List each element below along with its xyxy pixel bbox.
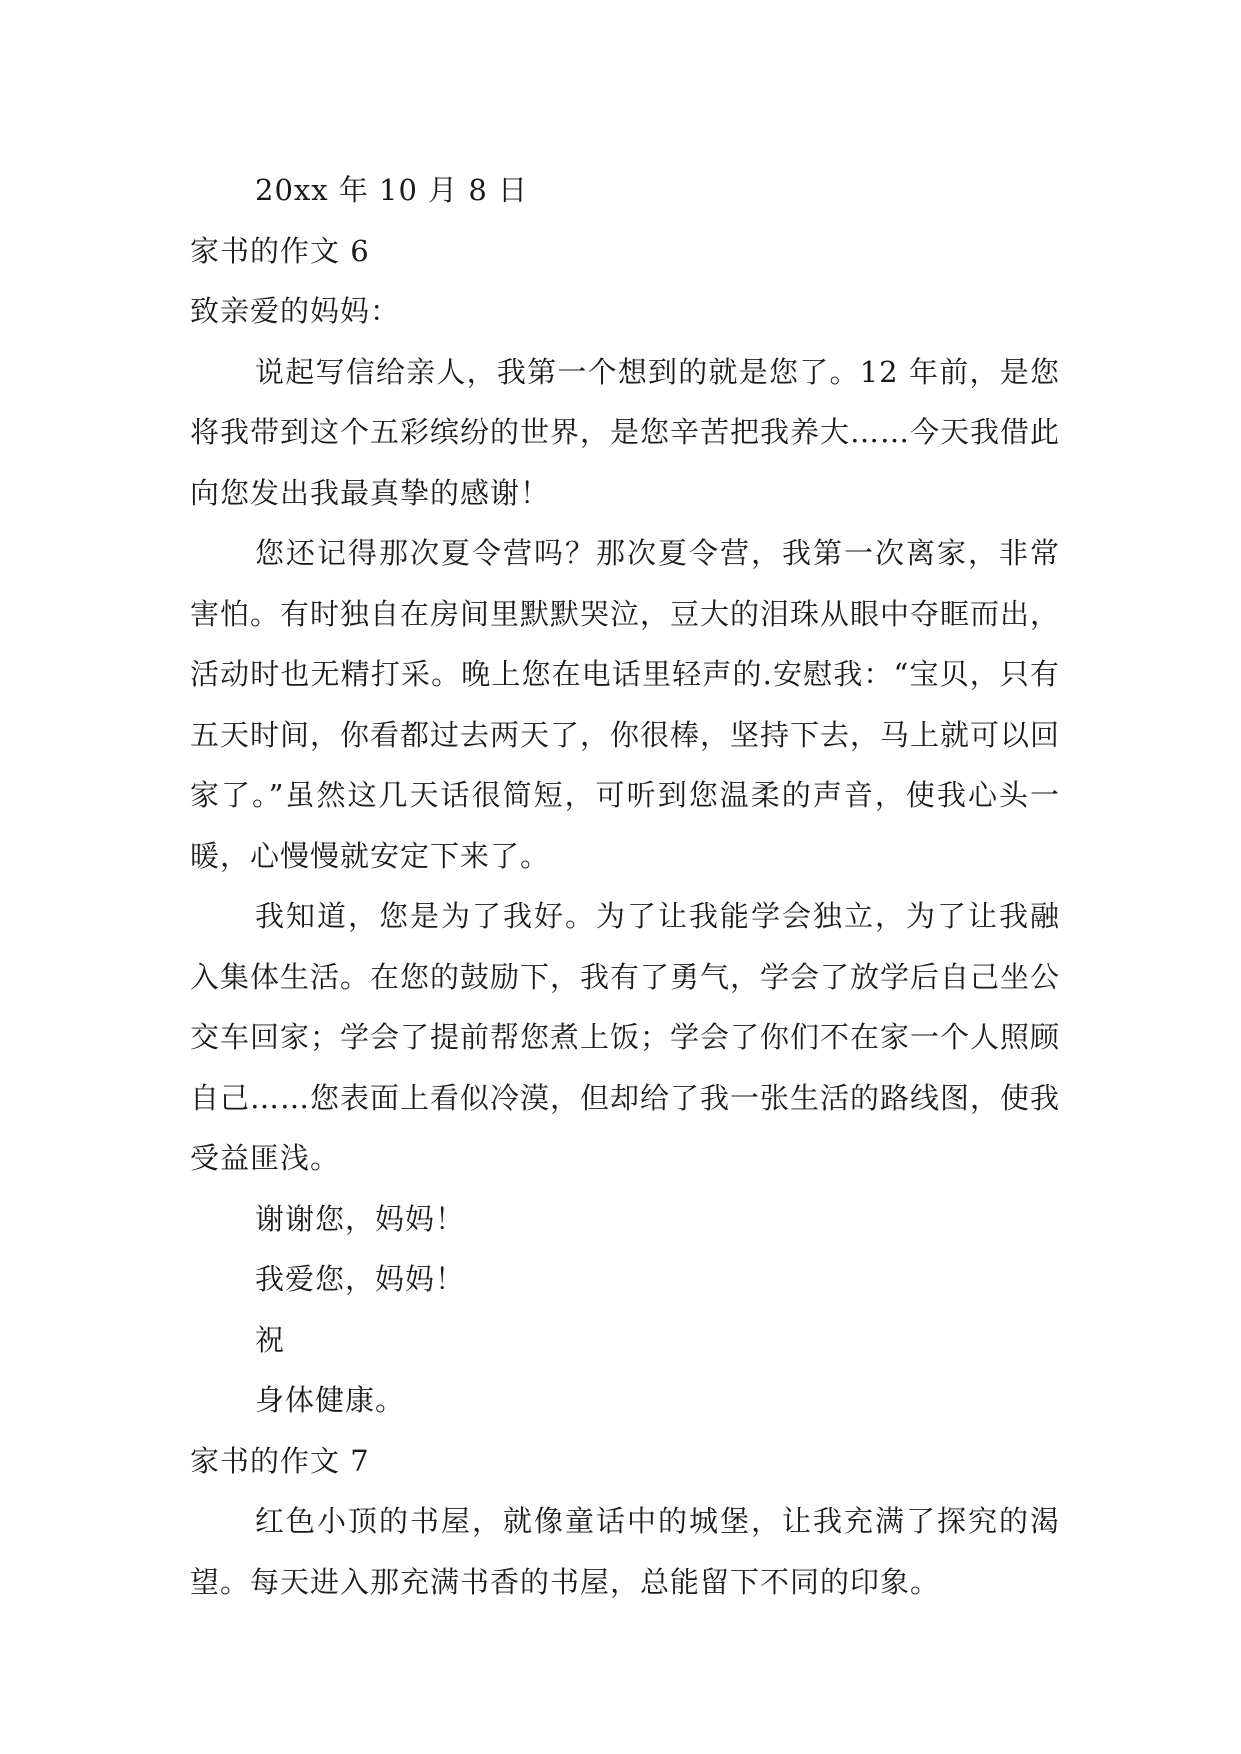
document-body [190, 160, 1060, 1612]
health-line: 身体健康。 [255, 1383, 406, 1417]
paragraph-3: 我知道，您是为了我好。为了让我能学会独立，为了让我融入集体生活。在您的鼓励下，我有了勇气，学会了放学后自己坐公交车回家；学会了提前帮您煮上饭；学会了你们不在家一个人照顾自己……您表面上看似冷漠，但却给了我一张生活的路线图，使我受益匪浅。 [190, 899, 1061, 1175]
salutation: 致亲爱的妈妈： [190, 294, 401, 328]
paragraph-essay-7: 红色小顶的书屋，就像童话中的城堡，让我充满了探究的渴望。每天进入那充满书香的书屋，总能留下不同的印象。 [190, 1504, 1060, 1599]
essay-6-title: 家书的作文 6 [190, 233, 370, 268]
essay-7-title: 家书的作文 7 [190, 1443, 370, 1478]
love-line: 我爱您，妈妈！ [255, 1262, 466, 1296]
thanks-line: 谢谢您，妈妈！ [255, 1201, 466, 1236]
wish-line: 祝 [255, 1322, 286, 1357]
paragraph-2: 您还记得那次夏令营吗？那次夏令营，我第一次离家，非常害怕。有时独自在房间里默默哭泣，豆大的泪珠从眼中夺眶而出，活动时也无精打采。晚上您在电话里轻声的.安慰我：“宝贝，只有五天时间，你看都过去两天了，你很棒，坚持下去，马上就可以回家了。”虽然这几天话很简短，可听到您温柔的声音，使我心头一暖，心慢慢就安定下来了。 [190, 536, 1061, 873]
paragraph-1: 说起写信给亲人，我第一个想到的就是您了。12 年前，是您将我带到这个五彩缤纷的世界，是您辛苦把我养大……今天我借此向您发出我最真挚的感谢！ [190, 354, 1061, 510]
date-line: 20xx 年 10 月 8 日 [255, 173, 529, 207]
